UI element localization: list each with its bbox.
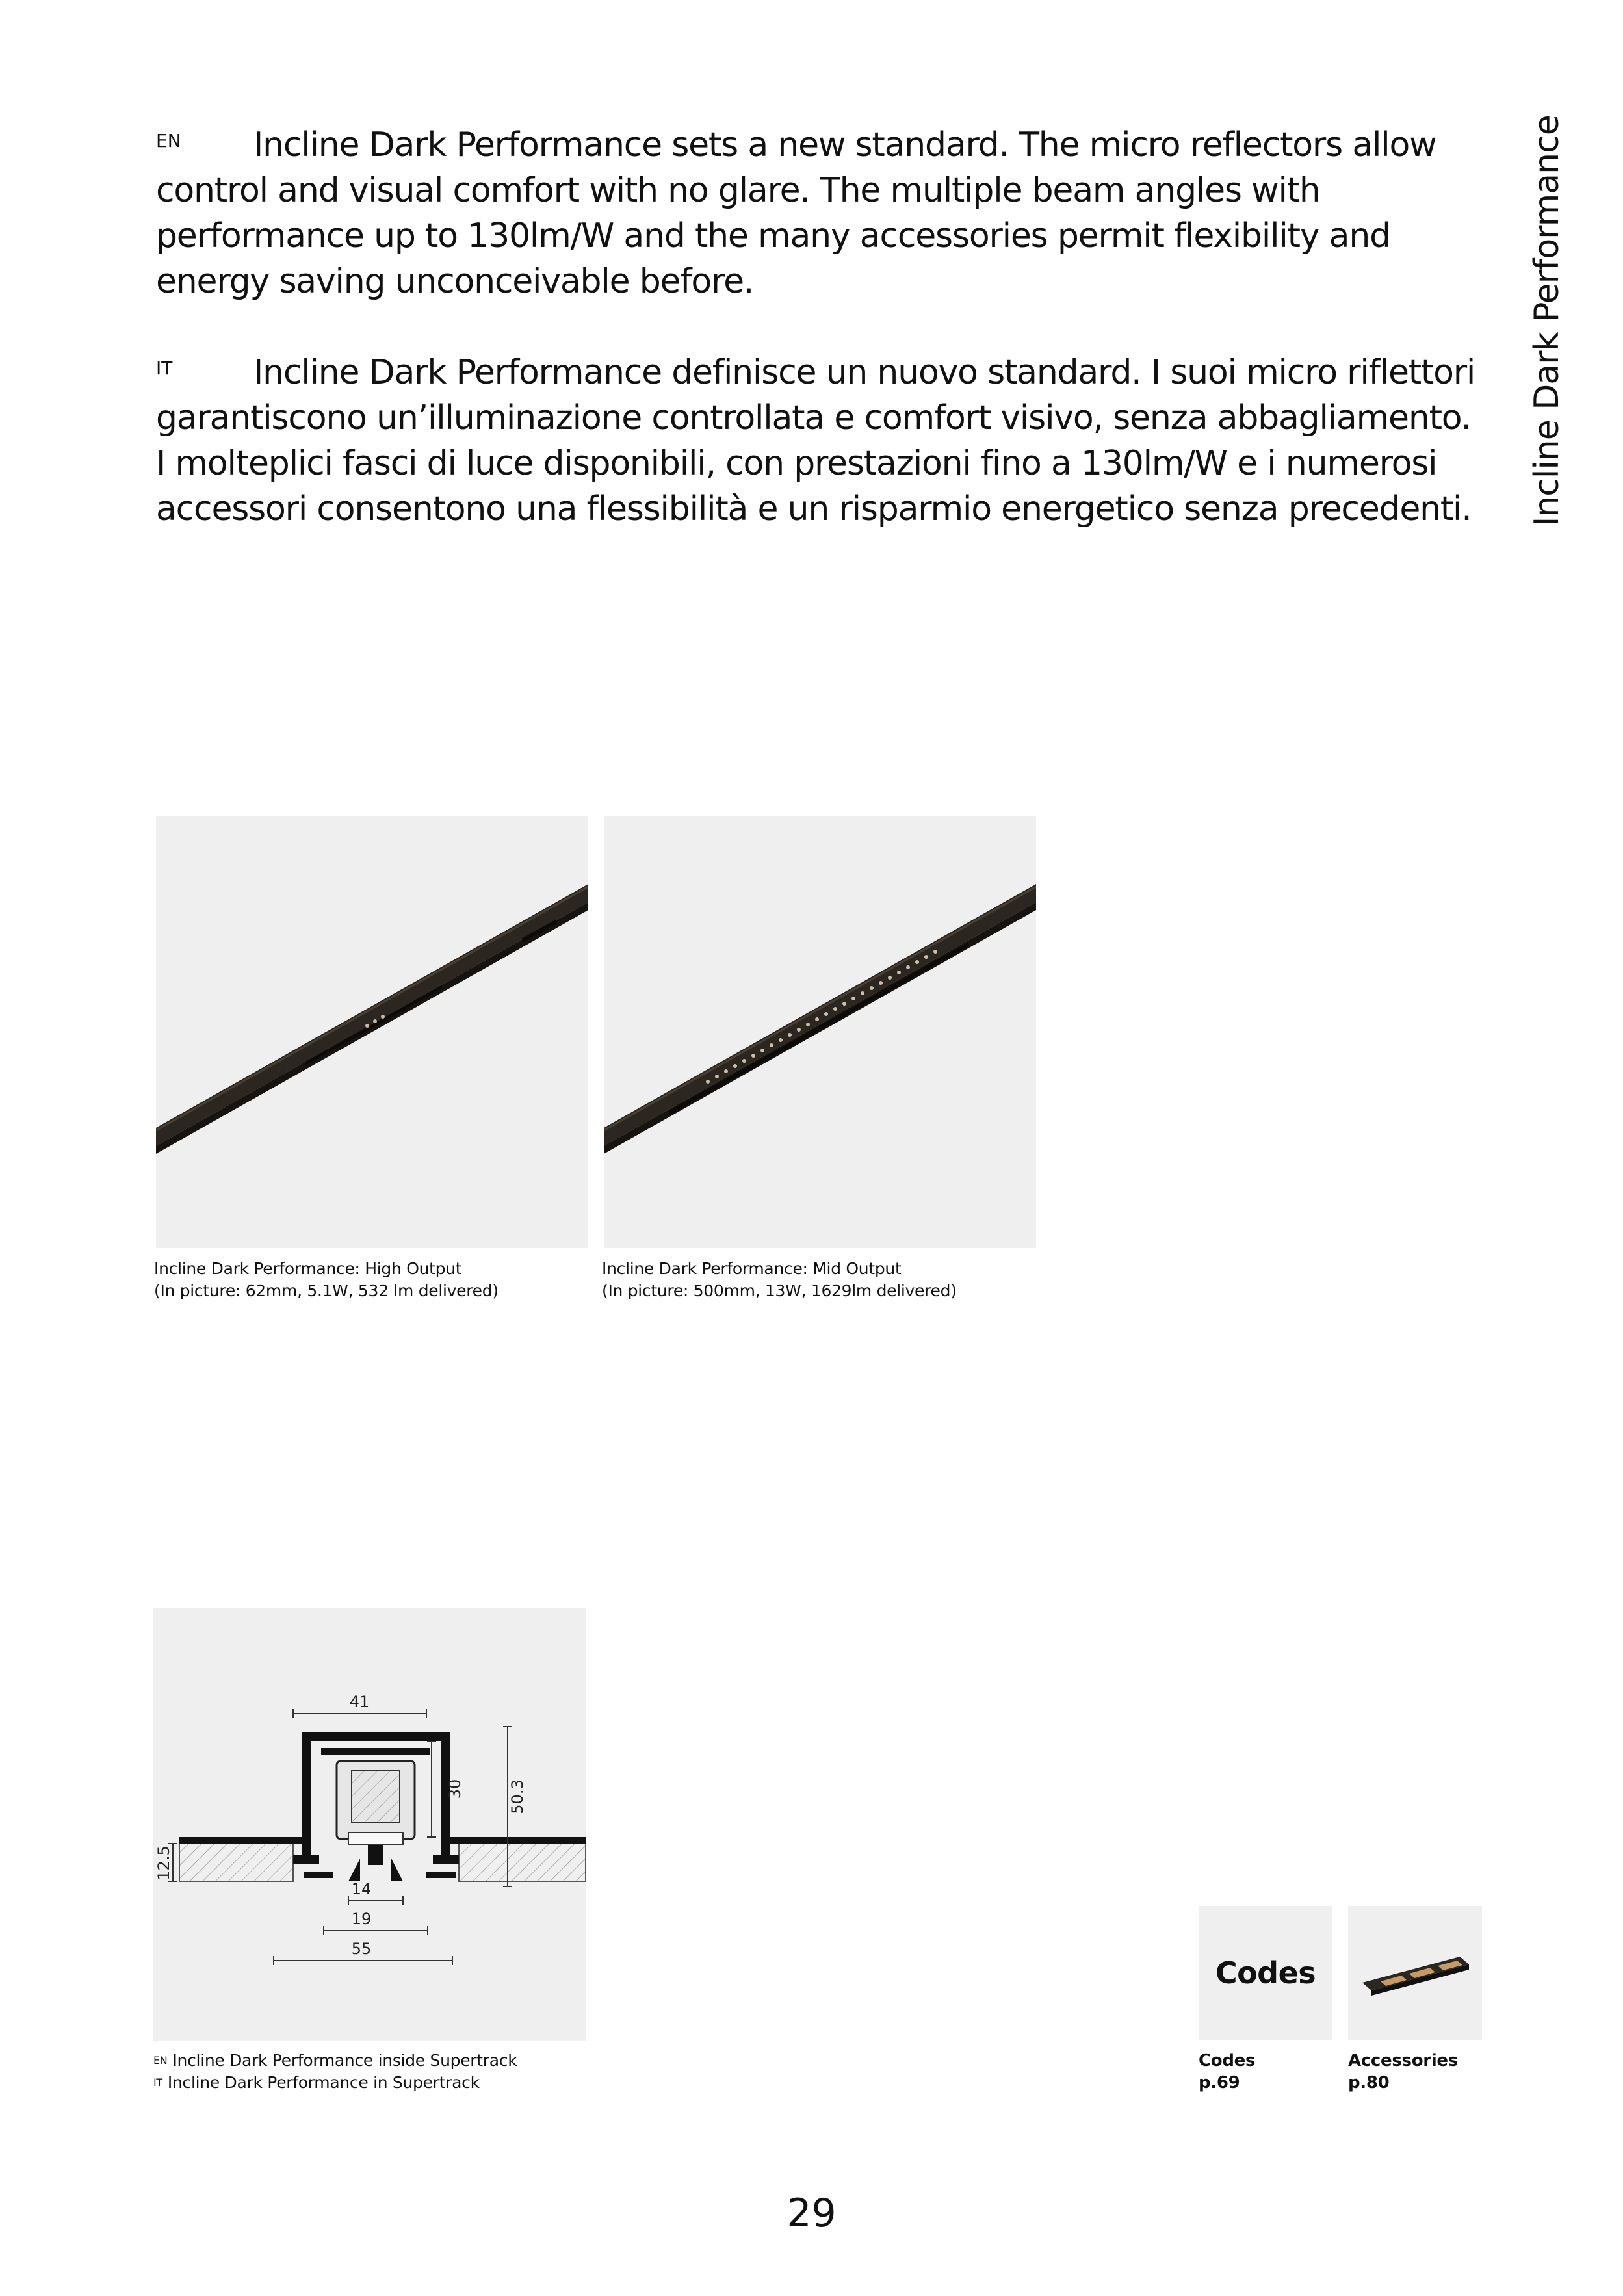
- codes-link-caption[interactable]: [1199, 2050, 1255, 2094]
- dim-total-height: 50.3: [508, 1779, 526, 1814]
- accessories-link-tile[interactable]: [1348, 1906, 1482, 2040]
- caption-section-en-text: Incline Dark Performance inside Supertrack: [172, 2051, 517, 2070]
- caption-high-output: [154, 1258, 596, 1302]
- dim-bottom-19: 19: [351, 1910, 372, 1928]
- caption-section-en: [153, 2050, 608, 2072]
- accessories-link-label: Accessories: [1348, 2051, 1458, 2070]
- caption-high-output-title: Incline Dark Performance: High Output: [154, 1259, 462, 1278]
- product-image-high-output: [156, 816, 588, 1248]
- lang-tag-it: IT: [156, 358, 173, 379]
- product-image-mid-output: [604, 816, 1036, 1248]
- ceiling-board-left: [179, 1844, 293, 1881]
- caption-mid-output-detail: (In picture: 500mm, 13W, 1629lm delivered): [602, 1281, 957, 1300]
- flange-right: [449, 1837, 586, 1844]
- ceiling-board-right: [459, 1844, 586, 1881]
- profile-high-output-illustration: [156, 816, 588, 1248]
- accessories-link-caption[interactable]: [1348, 2050, 1458, 2094]
- flange-left: [179, 1837, 303, 1844]
- dim-top-width: 41: [349, 1693, 370, 1711]
- accessories-link-page: p.80: [1348, 2073, 1390, 2093]
- codes-link-tile[interactable]: [1199, 1906, 1332, 2040]
- page-number: 29: [786, 2191, 837, 2236]
- accessory-module-icon: [1348, 1906, 1482, 2040]
- section-drawing: [153, 1608, 586, 2041]
- codes-link-page: p.69: [1199, 2073, 1240, 2093]
- caption-section-drawing: [153, 2050, 608, 2094]
- dim-ceiling-thickness: 12.5: [155, 1846, 173, 1881]
- caption-lang-en: EN: [153, 2054, 168, 2067]
- intro-it-text: Incline Dark Performance definisce un nuovo standard. I suoi micro riflettori garantiscono un’illuminazione controllata e comfort visivo, senza abbagliamento. I molteplici fasci di luce disponibili, con prestazioni fino a 130lm/W e i numerosi accessori consentono una flessibilità e un risparmio energetico senza precedenti.: [156, 353, 1475, 528]
- intro-en: [156, 122, 1475, 304]
- caption-mid-output-title: Incline Dark Performance: Mid Output: [602, 1259, 902, 1278]
- side-title: Incline Dark Performance: [1527, 115, 1566, 527]
- caption-lang-it: IT: [153, 2076, 162, 2089]
- caption-section-it-text: Incline Dark Performance in Supertrack: [167, 2073, 480, 2092]
- codes-tile-label: Codes: [1215, 1955, 1316, 1990]
- caption-high-output-detail: (In picture: 62mm, 5.1W, 532 lm delivered): [154, 1281, 499, 1300]
- dim-bottom-55: 55: [351, 1940, 372, 1958]
- caption-mid-output: [602, 1258, 1057, 1302]
- caption-section-it: [153, 2072, 608, 2094]
- codes-link-label: Codes: [1199, 2051, 1256, 2070]
- dim-inner-height: 30: [446, 1779, 464, 1799]
- dim-bottom-14: 14: [351, 1880, 372, 1898]
- lang-tag-en: EN: [156, 130, 181, 151]
- intro-it: [156, 350, 1475, 532]
- intro-en-text: Incline Dark Performance sets a new standard. The micro reflectors allow control and visual comfort with no glare. The multiple beam angles with performance up to 130lm/W and the many accessories permit flexibility and energy saving unconceivable before.: [156, 125, 1436, 301]
- section-drawing-svg: [153, 1608, 586, 2041]
- profile-mid-output-illustration: [604, 816, 1036, 1248]
